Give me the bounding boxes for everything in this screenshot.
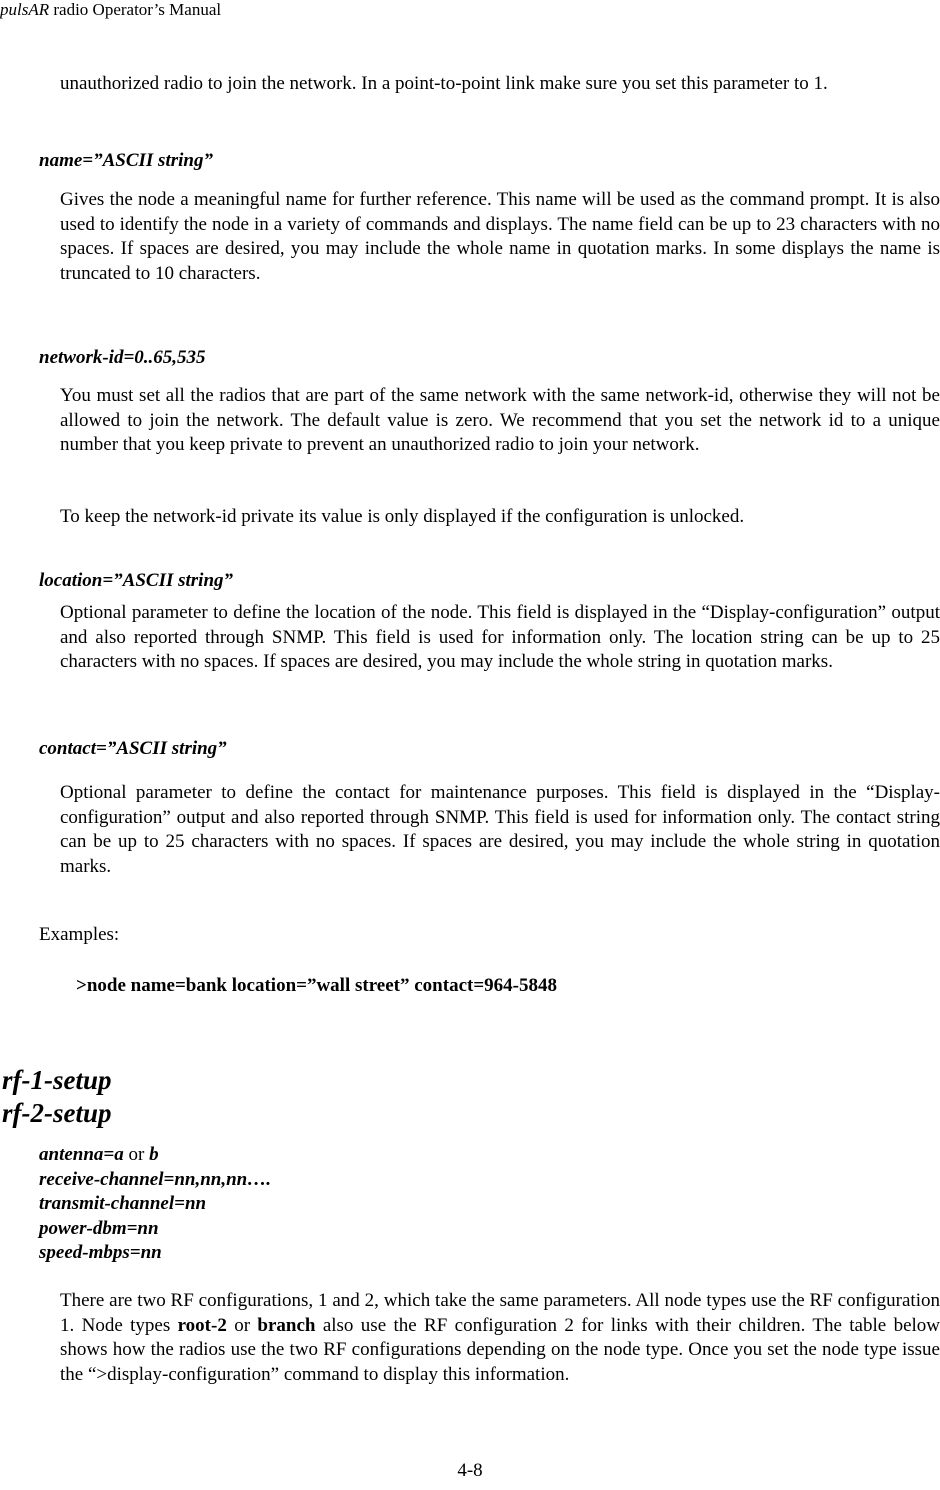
section-title-rf-2: rf-2-setup [2, 1098, 112, 1128]
param-antenna-b: b [149, 1144, 159, 1165]
rf-desc-keyword-root-2: root-2 [177, 1314, 227, 1336]
param-speed-mbps: speed-mbps=nn [39, 1242, 162, 1263]
page-number: 4-8 [457, 1460, 483, 1481]
param-antenna-a: antenna=a [39, 1144, 124, 1165]
param-desc-network-id: You must set all the radios that are part of the same network with the same network-id, otherwise they will not be allowed to join the network. The default value is zero. We recommend that you set the network id to a unique number that you keep private to prevent an unauthorized radio to join your network. [60, 385, 940, 455]
param-transmit-channel: transmit-channel=nn [39, 1193, 207, 1214]
rf-desc-keyword-branch: branch [257, 1314, 316, 1336]
intro-paragraph: unauthorized radio to join the network. In a point-to-point link make sure you set this parameter to 1. [60, 73, 828, 94]
param-receive-channel: receive-channel=nn,nn,nn…. [39, 1168, 271, 1190]
param-term-contact: contact=”ASCII string” [39, 738, 227, 759]
rf-desc-part-2: or [226, 1314, 258, 1336]
running-header [0, 0, 221, 20]
param-term-name: name=”ASCII string” [39, 150, 213, 171]
rf-desc-part-3: also use the RF configuration 2 for links with their children. The table below shows how the radios use the two RF configurations depending on the node type. Once you set the node type issue the “>display-configuration” command to display this information. [60, 1314, 940, 1385]
header-product: pulsAR [0, 0, 50, 19]
param-antenna-or: or [123, 1144, 150, 1165]
param-term-location: location=”ASCII string” [39, 570, 234, 591]
rf-desc-part-1: There are two RF configurations, 1 and 2, which take the same parameters. All node types use the RF configuration 1. Node types [60, 1290, 940, 1336]
param-term-network-id: network-id=0..65,535 [39, 347, 206, 368]
rf-setup-description [60, 1289, 940, 1387]
param-desc-location: Optional parameter to define the location of the node. This field is displayed in the “Display-configuration” output and also reported through SNMP. This field is used for information only. The location string can be up to 25 characters with no spaces. If spaces are desired, you may include the whole string in quotation marks. [60, 602, 940, 672]
section-title-rf-1: rf-1-setup [2, 1065, 112, 1095]
param-antenna [39, 1143, 271, 1168]
example-command: >node name=bank location=”wall street” contact=964-5848 [76, 975, 557, 996]
param-power-dbm: power-dbm=nn [39, 1217, 159, 1239]
param-note-network-id: To keep the network-id private its value is only displayed if the configuration is unlocked. [60, 506, 745, 527]
param-desc-contact: Optional parameter to define the contact for maintenance purposes. This field is displayed in the “Display-configuration” output and also reported through SNMP. This field is used for information only. The contact string can be up to 25 characters with no spaces. If spaces are desired, you may include the whole string in quotation marks. [60, 782, 940, 877]
examples-label: Examples: [39, 924, 120, 945]
param-desc-name: Gives the node a meaningful name for further reference. This name will be used as the command prompt. It is also used to identify the node in a variety of commands and displays. The name field can be up to 23 characters with no spaces. If spaces are desired, you may include the whole name in quotation marks. In some displays the name is truncated to 10 characters. [60, 189, 940, 284]
rf-parameter-list [39, 1143, 271, 1266]
header-title: radio Operator’s Manual [49, 0, 222, 19]
